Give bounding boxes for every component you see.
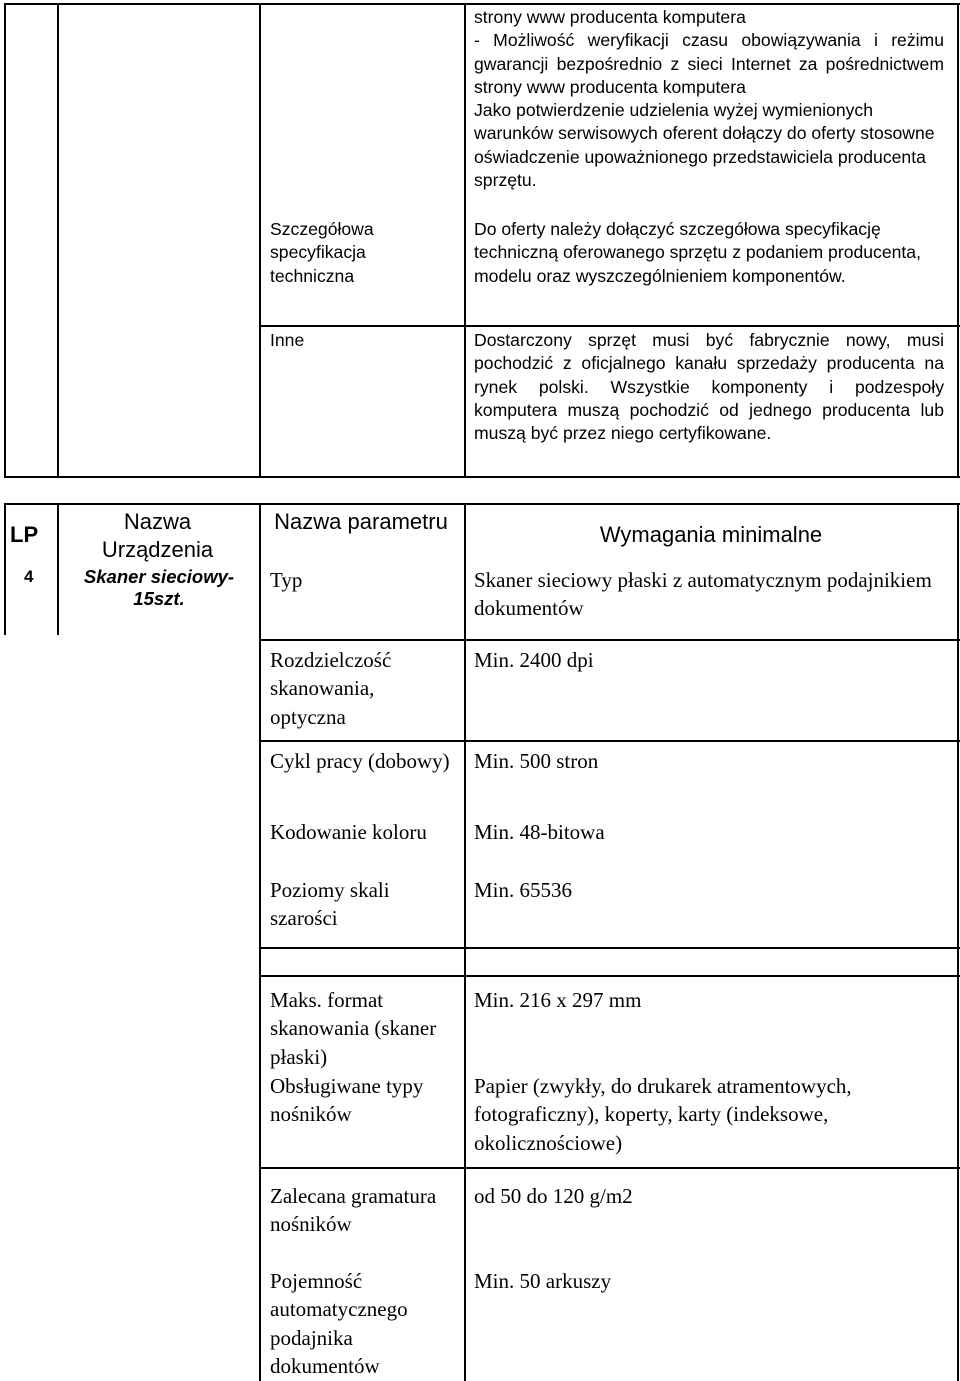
table-line	[4, 3, 6, 477]
table-line	[4, 503, 960, 505]
row-number: 4	[24, 567, 34, 586]
table-line	[957, 3, 959, 477]
continuation-text: - Możliwość weryfikacji czasu obowiązywania i reżimu gwarancji bezpośrednio z sieci Internet za pośrednictwem strony www producenta komputera	[474, 30, 944, 97]
table-line	[464, 3, 466, 477]
param-name: Maks. format skanowania (skaner płaski)	[270, 988, 437, 1069]
continuation-text: Jako potwierdzenie udzielenia wyżej wymienionych warunków serwisowych oferent dołączy do oferty stosowne oświadczenie upoważnionego przedstawiciela producenta sprzętu.	[474, 100, 935, 191]
param-value: Min. 65536	[474, 878, 573, 902]
table-line	[57, 3, 59, 477]
warranty-continuation-cell	[474, 6, 944, 192]
param-name: Cykl pracy (dobowy)	[270, 749, 450, 773]
spec-row-label: Szczegółowa specyfikacja techniczna	[270, 219, 374, 286]
table-line	[259, 740, 960, 742]
param-name: Rozdzielczość skanowania, optyczna	[270, 648, 392, 729]
table-line	[259, 1167, 960, 1169]
table-line	[259, 947, 960, 949]
continuation-text: strony www producenta komputera	[474, 7, 746, 27]
device-name: Skaner sieciowy- 15szt.	[83, 566, 235, 609]
header-minimum-requirements: Wymagania minimalne	[599, 522, 823, 547]
spec-row-value: Dostarczony sprzęt musi być fabrycznie nowy, musi pochodzić z oficjalnego kanału sprzedaży producenta na rynek polski. Wszystkie komponenty i podzespoły komputera muszą pochodzić od jednego producenta lub muszą być przez niego certyfikowane.	[474, 330, 944, 444]
table-line	[4, 3, 960, 5]
param-name: Kodowanie koloru	[270, 820, 427, 844]
param-value: od 50 do 120 g/m2	[474, 1184, 633, 1208]
table-line	[4, 476, 960, 478]
header-lp: LP	[10, 522, 39, 547]
table-line	[259, 503, 261, 1381]
param-value: Min. 2400 dpi	[474, 648, 594, 672]
table-line	[259, 975, 960, 977]
param-name: Pojemność automatycznego podajnika dokumentów	[270, 1269, 408, 1379]
param-value: Papier (zwykły, do drukarek atramentowych, fotograficzny), koperty, karty (indeksowe, okolicznościowe)	[474, 1074, 852, 1155]
param-value: Min. 500 stron	[474, 749, 599, 773]
spec-row-label: Inne	[270, 330, 305, 350]
table-line	[464, 503, 466, 1381]
table-line	[4, 503, 6, 635]
param-name: Zalecana gramatura nośników	[270, 1184, 437, 1237]
param-value: Min. 48-bitowa	[474, 820, 605, 844]
table-line	[259, 639, 960, 641]
table-line	[57, 503, 59, 635]
param-name: Poziomy skali szarości	[270, 878, 390, 931]
header-parameter-name: Nazwa parametru	[274, 509, 448, 534]
table-line	[259, 3, 261, 477]
param-name: Obsługiwane typy nośników	[270, 1074, 424, 1127]
table-line	[259, 325, 960, 327]
param-value: Min. 216 x 297 mm	[474, 988, 642, 1012]
param-value: Skaner sieciowy płaski z automatycznym podajnikiem dokumentów	[474, 568, 932, 621]
table-line	[957, 503, 959, 1381]
header-device-name: Nazwa Urządzenia	[101, 509, 214, 562]
param-name: Typ	[270, 568, 303, 592]
param-value: Min. 50 arkuszy	[474, 1269, 612, 1293]
spec-row-value: Do oferty należy dołączyć szczegółowa specyfikację techniczną oferowanego sprzętu z podaniem producenta, modelu oraz wyszczególnieniem komponentów.	[474, 219, 921, 286]
